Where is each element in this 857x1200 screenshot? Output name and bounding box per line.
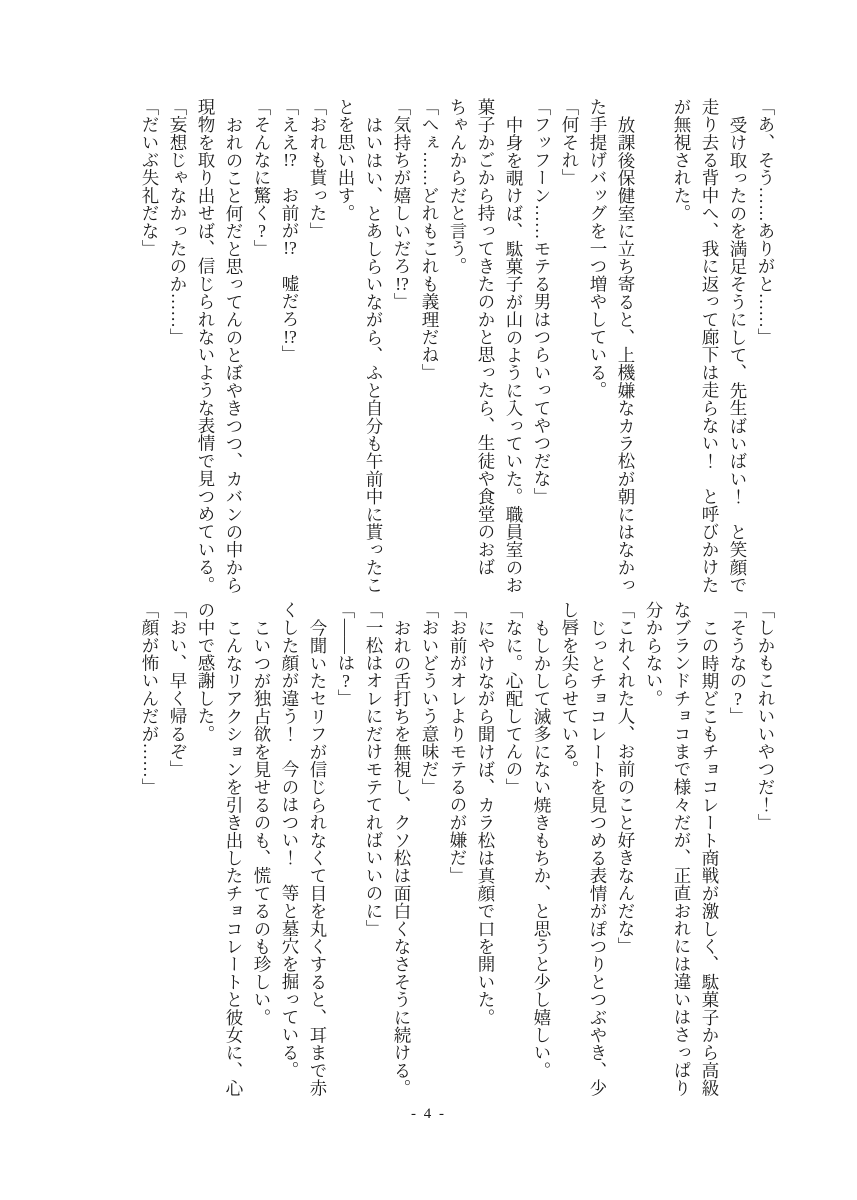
text-line: 「そうなの?」 [728, 601, 748, 725]
text-line: おれのこと何だと思ってんのとぼやきつつ、カバンの中から [224, 116, 244, 594]
text-line: 「これくれた人、お前のこと好きなんだな」 [616, 601, 636, 955]
text-line: 走り去る背中へ、我に返って廊下は走らない！ と呼びかけた [700, 98, 720, 594]
upper-text-block [136, 98, 780, 595]
text-line: 今聞いたセリフが信じられなくて目を丸くすると、耳まで赤 [308, 619, 328, 1097]
text-line: 「おれも貰った」 [308, 98, 328, 240]
text-line: た手提げバッグを一つ増やしている。 [588, 98, 608, 399]
text-line: もしかして滅多にない焼きもちか、と思うと少し嬉しい。 [532, 619, 552, 1080]
text-line: の中で感謝した。 [196, 601, 216, 743]
text-line: おれの舌打ちを無視し、クソ松は面白くなさそうに続ける。 [392, 619, 412, 1097]
text-line: 「ええ!? お前が!? 嘘だろ!?」 [280, 98, 300, 363]
text-line: 「――は?」 [336, 601, 356, 708]
text-line: この時期どこもチョコレート商戦が激しく、駄菓子から高級 [700, 619, 720, 1097]
page-number: - 4 - [411, 1106, 446, 1122]
text-line: はいはい、とあしらいながら、ふと自分も午前中に貰ったこ [364, 116, 384, 594]
blank-line [640, 98, 668, 595]
text-line: 受け取ったのを満足そうにして、先生ばいばい！ と笑顔で [728, 116, 748, 594]
text-line: 「何それ」 [560, 98, 580, 187]
text-line: 「おい、早く帰るぞ」 [168, 601, 188, 778]
text-line: 「一松はオレにだけモテてればいいのに」 [364, 601, 384, 938]
text-line: 中身を覗けば、駄菓子が山のように入っていた。職員室のお [504, 116, 524, 594]
text-line: じっとチョコレートを見つめる表情がぽつりとつぶやき、少 [588, 619, 608, 1097]
text-line: こんなリアクションを引き出したチョコレートと彼女に、心 [224, 619, 244, 1097]
text-line: とを思い出す。 [336, 98, 356, 222]
text-line: が無視された。 [672, 98, 692, 222]
text-line: くした顔が違う！ 今のはつい！ 等と墓穴を掘っている。 [280, 601, 300, 1079]
lower-text-block [136, 601, 780, 1098]
text-line: 「顔が怖いんだが……」 [140, 601, 160, 796]
text-line: 「フッフーン……モテる男はつらいってやつだな」 [532, 98, 552, 506]
text-line: 「しかもこれいいやつだ！」 [756, 601, 776, 832]
text-line: 「あ、そう……ありがと……」 [756, 98, 776, 346]
text-line: 「そんなに驚く?」 [252, 98, 272, 258]
text-line: 「おいどういう意味だ」 [420, 601, 440, 796]
text-line: 「お前がオレよりモテるのが嫌だ」 [448, 601, 468, 885]
text-line: 放課後保健室に立ち寄ると、上機嫌なカラ松が朝にはなかっ [616, 116, 636, 594]
text-line: 「気持ちが嬉しいだろ!?」 [392, 98, 412, 311]
text-line: し唇を尖らせている。 [560, 601, 580, 778]
text-line: 「へぇ……どれもこれも義理だね」 [420, 98, 440, 382]
text-line: なブランドチョコまで様々だが、正直おれには違いはさっぱり [672, 601, 692, 1097]
text-line: 「なに。心配してんの」 [504, 601, 524, 796]
text-line: ちゃんからだと言う。 [448, 98, 468, 275]
text-line: 「妄想じゃなかったのか……」 [168, 98, 188, 346]
text-line: 「だいぶ失礼だな」 [140, 98, 160, 258]
text-line: 菓子かごから持ってきたのかと思ったら、生徒や食堂のおば [476, 98, 496, 576]
text-line: にやけながら聞けば、カラ松は真顔で口を開いた。 [476, 619, 496, 1027]
text-line: 分からない。 [644, 601, 664, 708]
text-line: こいつが独占欲を見せるのも、慌てるのも珍しい。 [252, 619, 272, 1027]
text-line: 現物を取り出せば、信じられないような表情で見つめている。 [196, 98, 216, 594]
